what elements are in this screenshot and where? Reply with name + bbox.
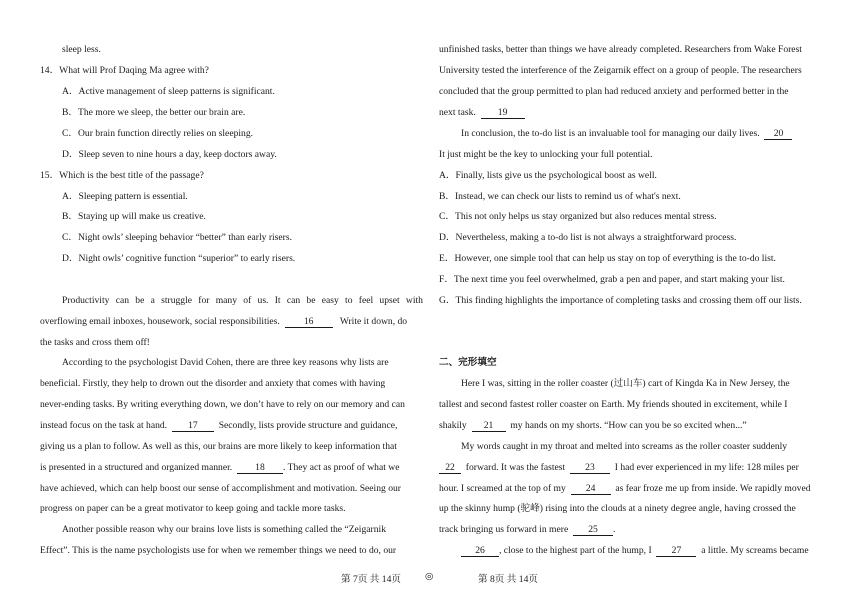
paragraph-line: tallest and second fastest roller coaster on Earth. My friends shouted in excitement, while I [439,399,788,410]
paragraph-line: 22 forward. It was the fastest 23 I had ever experienced in my life: 128 miles per [439,462,799,474]
page-number-right: 第 8页 共 14页 [478,574,538,585]
section-heading: 二、完形填空 [439,357,497,368]
option-e: E．However, one simple tool that can help us stay on top of everything is the to-do list. [439,253,776,264]
paragraph-line: University tested the interference of the Zeigarnik effect on a group of people. The researchers [439,65,802,76]
blank-19[interactable]: 19 [481,108,525,119]
paragraph-line: beneficial. Firstly, they help to drown out the disorder and anxiety that comes with having [40,378,386,389]
paragraph-line: concluded that the group permitted to plan had reduced anxiety and performed better in the [439,86,789,97]
question-15: 15．Which is the best title of the passage? [40,170,204,181]
text-line: sleep less. [62,44,101,55]
blank-23[interactable]: 23 [570,463,610,474]
option-15b: B．Staying up will make us creative. [62,211,206,222]
paragraph-line: It just might be the key to unlocking your full potential. [439,149,653,160]
paragraph-line: up the skinny hump (驼峰) rising into the clouds at a ninety degree angle, having crossed the [439,503,796,514]
paragraph-line: Productivity can be a struggle for many of us. It can be easy to feel upset with [62,295,423,306]
paragraph-line: 26 , close to the highest part of the hump, I 27 a little. My screams became [461,545,809,557]
blank-25[interactable]: 25 [573,525,613,536]
paragraph-line: My words caught in my throat and melted into screams as the roller coaster suddenly [461,441,788,452]
blank-16[interactable]: 16 [285,317,333,328]
paragraph-line: never-ending tasks. By writing everything down, we don’t have to rely on our memory and can [40,399,405,410]
blank-24[interactable]: 24 [571,484,611,495]
question-14: 14．What will Prof Daqing Ma agree with? [40,65,209,76]
paragraph-line: Effect”. This is the name psychologists use for when we remember things we need to do, our [40,545,397,556]
option-14c: C．Our brain function directly relies on sleeping. [62,128,254,139]
paragraph-line: unfinished tasks, better than things we have already completed. Researchers from Wake Forest [439,44,802,55]
option-15c: C．Night owls’ sleeping behavior “better” than early risers. [62,232,293,243]
option-a: A．Finally, lists give us the psychological boost as well. [439,170,657,181]
option-14d: D．Sleep seven to nine hours a day, keep doctors away. [62,149,277,160]
paragraph-line: next task. 19 [439,107,525,119]
option-g: G．This finding highlights the importance of completing tasks and crossing them off our lists. [439,295,802,306]
blank-17[interactable]: 17 [172,421,214,432]
option-c: C．This not only helps us stay organized but also reduces mental stress. [439,211,717,222]
paragraph-line: have achieved, which can help boost our sense of accomplishment and motivation. Seeing our [40,483,401,494]
paragraph-line: overflowing email inboxes, housework, social responsibilities. 16 Write it down, do [40,316,408,327]
blank-21[interactable]: 21 [472,421,506,432]
blank-18[interactable]: 18 [237,463,283,474]
paragraph-line: According to the psychologist David Cohen, there are three key reasons why lists are [62,357,389,368]
paragraph-line: hour. I screamed at the top of my 24 as fear froze me up from inside. We rapidly moved [439,483,811,494]
paragraph-line: track bringing us forward in mere 25 . [439,524,616,535]
option-b: B．Instead, we can check our lists to remind us of what's next. [439,191,681,202]
option-15d: D．Night owls’ cognitive function “superior” to early risers. [62,253,296,264]
paragraph-line: the tasks and cross them off! [40,337,150,348]
blank-27[interactable]: 27 [656,546,696,557]
paragraph-line: shakily 21 my hands on my shorts. “How can you be so excited when...” [439,420,747,431]
blank-26[interactable]: 26 [461,546,499,557]
paragraph-line: Another possible reason why our brains love lists is something called the “Zeigarnik [62,524,386,535]
paragraph-line: instead focus on the task at hand. 17 Secondly, lists provide structure and guidance, [40,420,398,431]
paragraph-line: In conclusion, the to-do list is an invaluable tool for managing our daily lives. 20 [461,128,792,140]
footer-mark: ◎ [425,571,434,582]
blank-22[interactable]: 22 [439,463,461,474]
page-number-left: 第 7页 共 14页 [341,574,401,585]
paragraph-line: progress on paper can be a great motivator to keep going and tackle more tasks. [40,503,346,514]
paragraph-line: is presented in a structured and organized manner. 18 . They act as proof of what we [40,462,400,473]
option-14a: A．Active management of sleep patterns is significant. [62,86,275,97]
blank-20[interactable]: 20 [764,129,792,140]
option-15a: A．Sleeping pattern is essential. [62,191,188,202]
option-14b: B．The more we sleep, the better our brain are. [62,107,246,118]
option-f: F．The next time you feel overwhelmed, grab a pen and paper, and start making your list. [439,274,785,285]
paragraph-line: giving us a plan to follow. As well as this, our brains are more likely to keep information that [40,441,397,452]
paragraph-line: Here I was, sitting in the roller coaster (过山车) cart of Kingda Ka in New Jersey, the [461,378,790,389]
option-d: D．Nevertheless, making a to-do list is not always a straightforward process. [439,232,737,243]
